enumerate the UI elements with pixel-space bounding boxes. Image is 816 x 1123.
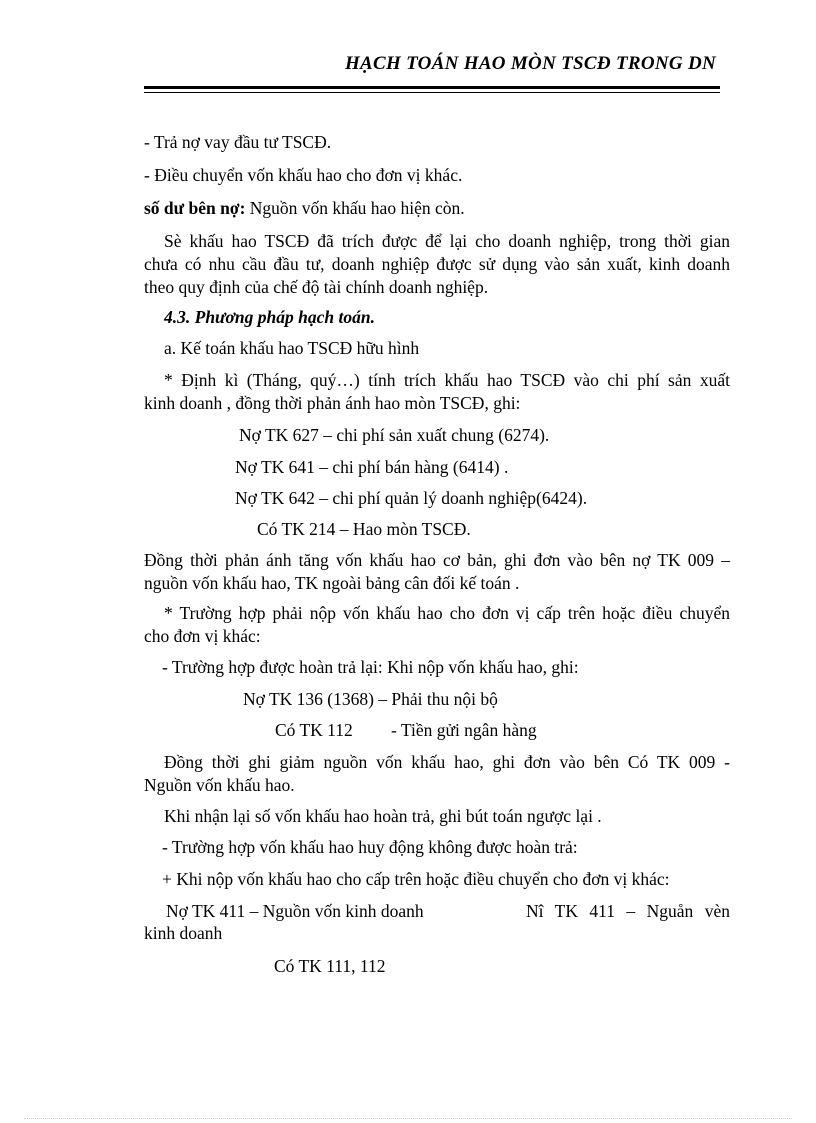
paragraph-line: + Khi nộp vốn khấu hao cho cấp trên hoặc điều chuyển cho đơn vị khác: bbox=[162, 869, 670, 889]
section-heading: 4.3. Phương pháp hạch toán. bbox=[164, 307, 375, 327]
line-debit-balance bbox=[144, 197, 465, 219]
paragraph-line: Khi nhận lại số vốn khấu hao hoàn trả, ghi bút toán ngược lại . bbox=[164, 806, 602, 826]
journal-entry: Nî TK 411 – Nguån vèn bbox=[526, 901, 730, 921]
paragraph-line: theo quy định của chế độ tài chính doanh nghiệp. bbox=[144, 277, 489, 297]
paragraph-line: Đồng thời ghi giảm nguồn vốn khấu hao, ghi đơn vào bên Có TK 009 - bbox=[164, 752, 730, 772]
journal-entry: kinh doanh bbox=[144, 923, 223, 943]
paragraph-line: chưa có nhu cầu đầu tư, doanh nghiệp được sử dụng vào sản xuất, kinh doanh bbox=[144, 254, 730, 274]
line-transfer-capital: - Điều chuyển vốn khấu hao cho đơn vị khác. bbox=[144, 165, 463, 185]
paragraph-line: Đồng thời phản ánh tăng vốn khấu hao cơ bản, ghi đơn vào bên nợ TK 009 – bbox=[144, 550, 730, 570]
journal-entry: Nợ TK 642 – chi phí quản lý doanh nghiệp(6424). bbox=[235, 488, 588, 508]
journal-entry: Nợ TK 136 (1368) – Phải thu nội bộ bbox=[243, 689, 498, 709]
paragraph-line: - Trường hợp vốn khấu hao huy động không được hoàn trả: bbox=[162, 837, 578, 857]
journal-entry: Có TK 214 – Hao mòn TSCĐ. bbox=[257, 519, 471, 539]
paragraph-line: - Trường hợp được hoàn trả lại: Khi nộp vốn khấu hao, ghi: bbox=[162, 657, 579, 677]
line-repay-loan: - Trả nợ vay đầu tư TSCĐ. bbox=[144, 132, 332, 152]
paragraph-line: cho đơn vị khác: bbox=[144, 626, 261, 646]
page-header bbox=[144, 50, 720, 94]
paragraph-line: Nguồn vốn khấu hao. bbox=[144, 775, 295, 795]
journal-entry: Có TK 112 bbox=[275, 720, 353, 740]
paragraph-line: nguồn vốn khấu hao, TK ngoài bảng cân đối kế toán . bbox=[144, 573, 520, 593]
debit-balance-label: số dư bên nợ: bbox=[144, 198, 246, 218]
header-rule-thin bbox=[144, 92, 720, 93]
debit-balance-text: Nguồn vốn khấu hao hiện còn. bbox=[245, 198, 465, 218]
footer-divider bbox=[24, 1118, 792, 1119]
paragraph-line: kinh doanh , đồng thời phản ánh hao mòn TSCĐ, ghi: bbox=[144, 393, 521, 413]
paragraph-line: * Trường hợp phải nộp vốn khấu hao cho đơn vị cấp trên hoặc điều chuyển bbox=[164, 603, 730, 623]
journal-entry: Nợ TK 627 – chi phí sản xuất chung (6274). bbox=[239, 425, 550, 445]
journal-entry: Nợ TK 411 – Nguồn vốn kinh doanh bbox=[166, 901, 424, 921]
journal-entry: Nợ TK 641 – chi phí bán hàng (6414) . bbox=[235, 457, 509, 477]
journal-entry: Có TK 111, 112 bbox=[274, 956, 386, 976]
header-title: HẠCH TOÁN HAO MÒN TSCĐ TRONG DN bbox=[344, 53, 716, 74]
paragraph-line: Sè khấu hao TSCĐ đã trích được để lại cho doanh nghiệp, trong thời gian bbox=[164, 231, 730, 251]
paragraph-line: * Định kì (Tháng, quý…) tính trích khấu hao TSCĐ vào chi phí sản xuất bbox=[164, 370, 730, 390]
header-rule-thick bbox=[144, 86, 720, 89]
subsection-heading: a. Kế toán khấu hao TSCĐ hữu hình bbox=[164, 338, 420, 358]
journal-entry: - Tiền gửi ngân hàng bbox=[391, 720, 537, 740]
